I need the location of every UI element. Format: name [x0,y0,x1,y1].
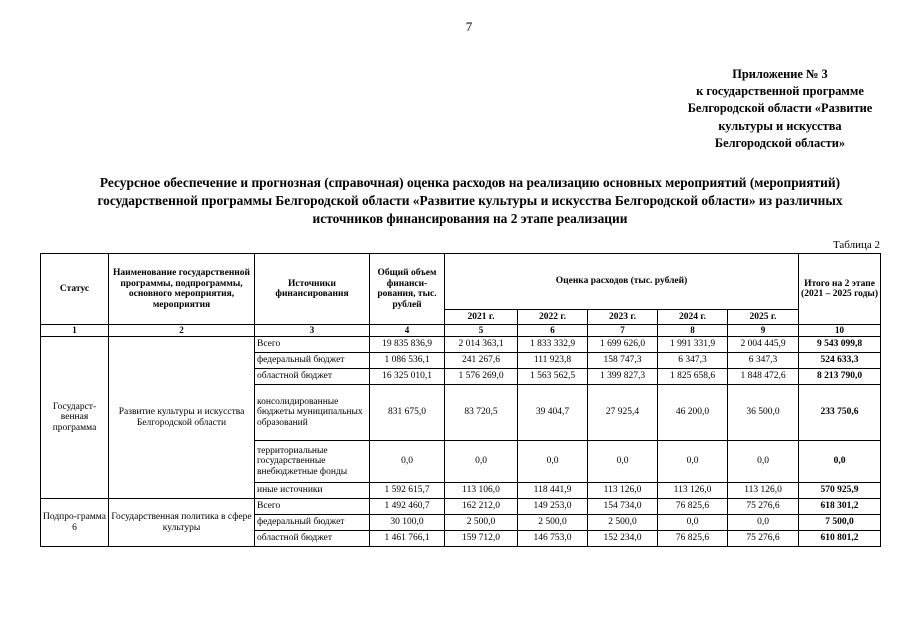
year-2023-cell: 27 925,4 [588,385,658,441]
stage-total-cell: 7 500,0 [799,515,881,531]
appendix-note [660,66,900,152]
year-2024-cell: 1 991 331,9 [658,337,728,353]
header-sources: Источники финансирования [255,254,370,325]
column-number: 7 [588,325,658,337]
appendix-line: Приложение № 3 [732,67,828,81]
column-number: 1 [41,325,109,337]
year-2025-cell: 75 276,6 [728,499,799,515]
year-2024-cell: 0,0 [658,515,728,531]
source-cell: федеральный бюджет [255,353,370,369]
year-2023-cell: 158 747,3 [588,353,658,369]
year-2021-cell: 2 500,0 [445,515,518,531]
stage-total-cell: 610 801,2 [799,531,881,547]
header-year: 2022 г. [518,310,588,325]
total-cell: 1 086 536,1 [370,353,445,369]
source-cell: областной бюджет [255,369,370,385]
year-2021-cell: 162 212,0 [445,499,518,515]
page-number: 7 [465,19,473,34]
year-2021-cell: 241 267,6 [445,353,518,369]
year-2021-cell: 113 106,0 [445,483,518,499]
column-number: 5 [445,325,518,337]
year-2024-cell: 0,0 [658,441,728,483]
appendix-line: к государственной программе [696,84,864,99]
year-2022-cell: 39 404,7 [518,385,588,441]
year-2022-cell: 1 563 562,5 [518,369,588,385]
header-name: Наименование государственной программы, подпрограммы, основного мероприятия, мероприятия [109,254,255,325]
total-cell: 1 492 460,7 [370,499,445,515]
stage-total-cell: 524 633,3 [799,353,881,369]
status-cell: Государст-венная программа [41,337,109,499]
column-number: 10 [799,325,881,337]
source-cell: территориальные государственные внебюджетные фонды [255,441,370,483]
total-cell: 30 100,0 [370,515,445,531]
source-cell: областной бюджет [255,531,370,547]
budget-table [40,253,881,547]
stage-total-cell: 570 925,9 [799,483,881,499]
year-2021-cell: 0,0 [445,441,518,483]
column-number: 8 [658,325,728,337]
source-cell: консолидированные бюджеты муниципальных образований [255,385,370,441]
year-2023-cell: 1 399 827,3 [588,369,658,385]
appendix-line: культуры и искусства [718,118,842,133]
year-2024-cell: 76 825,6 [658,531,728,547]
column-number: 3 [255,325,370,337]
header-year: 2021 г. [445,310,518,325]
stage-total-cell: 0,0 [799,441,881,483]
table-row [41,499,881,515]
year-2024-cell: 113 126,0 [658,483,728,499]
stage-total-cell: 618 301,2 [799,499,881,515]
appendix-line: Белгородской области «Развитие [687,101,873,116]
year-2025-cell: 2 004 445,9 [728,337,799,353]
year-2025-cell: 6 347,3 [728,353,799,369]
year-2025-cell: 36 500,0 [728,385,799,441]
status-cell: Подпро-грамма 6 [41,499,109,547]
column-number: 2 [109,325,255,337]
year-2022-cell: 149 253,0 [518,499,588,515]
year-2025-cell: 0,0 [728,515,799,531]
appendix-line: Белгородской области» [714,135,846,150]
year-2024-cell: 6 347,3 [658,353,728,369]
table-row [41,337,881,353]
total-cell: 1 592 615,7 [370,483,445,499]
year-2023-cell: 0,0 [588,441,658,483]
header-year: 2024 г. [658,310,728,325]
year-2021-cell: 1 576 269,0 [445,369,518,385]
header-year: 2023 г. [588,310,658,325]
year-2023-cell: 1 699 626,0 [588,337,658,353]
table-label: Таблица 2 [832,239,880,251]
programme-name-cell: Государственная политика в сфере культуры [109,499,255,547]
year-2023-cell: 154 734,0 [588,499,658,515]
year-2022-cell: 146 753,0 [518,531,588,547]
year-2021-cell: 159 712,0 [445,531,518,547]
title-line: государственной программы Белгородской области «Развитие культуры и искусства Белгородской области» из различных [97,193,843,208]
year-2022-cell: 2 500,0 [518,515,588,531]
header-status: Статус [41,254,109,325]
year-2024-cell: 46 200,0 [658,385,728,441]
year-2023-cell: 113 126,0 [588,483,658,499]
title-line: Ресурсное обеспечение и прогнозная (справочная) оценка расходов на реализацию основных мероприятий (мероприятий) [99,175,841,190]
programme-name-cell: Развитие культуры и искусства Белгородской области [109,337,255,499]
total-cell: 831 675,0 [370,385,445,441]
source-cell: Всего [255,337,370,353]
source-cell: Всего [255,499,370,515]
total-cell: 16 325 010,1 [370,369,445,385]
stage-total-cell: 8 213 790,0 [799,369,881,385]
header-estimate: Оценка расходов (тыс. рублей) [445,254,799,310]
year-2024-cell: 76 825,6 [658,499,728,515]
header-year: 2025 г. [728,310,799,325]
header-total: Общий объем финанси-рования, тыс. рублей [370,254,445,325]
total-cell: 0,0 [370,441,445,483]
total-cell: 1 461 766,1 [370,531,445,547]
source-cell: иные источники [255,483,370,499]
source-cell: федеральный бюджет [255,515,370,531]
year-2024-cell: 1 825 658,6 [658,369,728,385]
year-2021-cell: 2 014 363,1 [445,337,518,353]
total-cell: 19 835 836,9 [370,337,445,353]
column-number: 4 [370,325,445,337]
year-2025-cell: 0,0 [728,441,799,483]
header-stage-total: Итого на 2 этапе (2021 – 2025 годы) [799,254,881,325]
year-2023-cell: 152 234,0 [588,531,658,547]
year-2022-cell: 118 441,9 [518,483,588,499]
stage-total-cell: 9 543 099,8 [799,337,881,353]
year-2022-cell: 0,0 [518,441,588,483]
year-2021-cell: 83 720,5 [445,385,518,441]
column-number-row [41,325,881,337]
year-2025-cell: 75 276,6 [728,531,799,547]
year-2025-cell: 113 126,0 [728,483,799,499]
document-title [60,174,880,228]
year-2022-cell: 1 833 332,9 [518,337,588,353]
column-number: 6 [518,325,588,337]
title-line: источников финансирования на 2 этапе реализации [312,211,628,226]
stage-total-cell: 233 750,6 [799,385,881,441]
year-2025-cell: 1 848 472,6 [728,369,799,385]
column-number: 9 [728,325,799,337]
year-2022-cell: 111 923,8 [518,353,588,369]
year-2023-cell: 2 500,0 [588,515,658,531]
